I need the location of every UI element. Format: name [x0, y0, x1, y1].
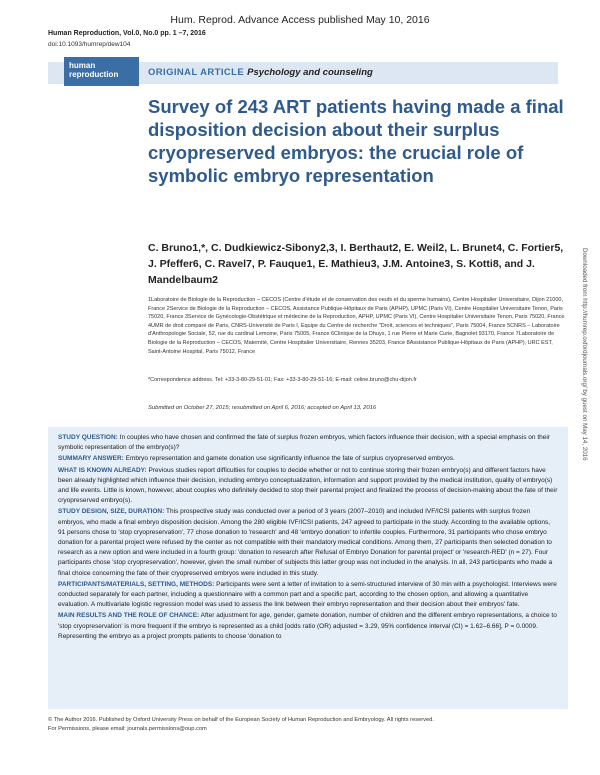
article-title: Survey of 243 ART patients having made a final disposition decision about their surplus cryopreserved embryos: the crucial role of symbolic embryo representation: [148, 96, 564, 186]
footer: [48, 716, 568, 733]
advance-access-banner: Hum. Reprod. Advance Access published May 10, 2016: [170, 14, 430, 26]
logo-line-2: reproduction: [69, 70, 119, 79]
doi: doi:10.1093/humrep/dew104: [48, 41, 131, 48]
article-subject: Psychology and counseling: [247, 67, 373, 78]
abstract-text: In couples who have chosen and confirmed the fate of surplus frozen embryos, which factors influence their decision, with a special emphasis on their symbolic representation of the embryo(s)?: [58, 434, 550, 452]
abstract-heading: WHAT IS KNOWN ALREADY:: [58, 466, 147, 474]
article-type-label: ORIGINAL ARTICLE: [148, 67, 245, 78]
abstract-text: Previous studies report difficulties for couples to decide whether or not to continue storing their frozen embryo(s) and different factors have been already highlighted which influence their decision, including embryo conceptualization, information and support provided by the medical institution, quality of embryo(s) and life events. Little is known, however, about couples who definitely decided to stop their parental project and finalized the process of decision-making about the fate of their cryopreserved embryo(s).: [58, 466, 558, 505]
journal-logo: [64, 57, 139, 86]
abstract-paragraph: [58, 611, 558, 642]
abstract-paragraph: [58, 466, 558, 507]
abstract-heading: STUDY QUESTION:: [58, 434, 118, 441]
abstract-heading: MAIN RESULTS AND THE ROLE OF CHANCE:: [58, 612, 200, 620]
abstract-paragraph: [58, 507, 558, 578]
download-watermark: Downloaded from http://humrep.oxfordjournals.org/ by guest on May 14, 2016: [581, 248, 588, 461]
abstract-paragraph: [58, 454, 558, 464]
abstract-text: After adjustment for age, gender, gamete donation, number of children and the different embryo representations, a choice to 'stop cryopreservation' is more frequent if the embryo is represented as a child [odds ratio (OR) adjusted = 3.29, 95% confidence interval (CI) = 1.62–6.66], P = 0.0009. Representing the embryo as a project prompts patients to choose 'donation to: [58, 612, 557, 640]
abstract-heading: SUMMARY ANSWER:: [58, 455, 124, 463]
journal-citation: Human Reproduction, Vol.0, No.0 pp. 1 –7, 2016: [48, 30, 206, 37]
affiliations: 1Laboratoire de Biologie de la Reproduction – CECOS (Centre d'étude et de conservation des oeufs et du sperme humains), Centre Hospitalier Universitaire, Dijon 21000, France 2Service de Biologie de la Reproduction – CECOS, Assistance Publique-Hôpitaux de Paris (APHP), UPMC (Paris VI), Centre Hospitalier Universitaire Tenon, Paris 75020, France 3Service de Gynécologie-Obstétrique et médecine de la Reproduction, APHP, UPMC (Paris VI), Centre Hospitalier Universitaire Tenon, Paris 75020, France 4UMR de droit comparé de Paris, CNRS-Université de Paris I, Equipe du Centre de recherche "Droit, sciences et techniques", Paris 75004, France 5CNRS – Laboratoire d'Anthropologie Sociale, 52, rue du cardinal Lemoine, Paris 75005, France 6Clinique de la Dhuys, 1 rue Pierre et Marie Curie, Bagnolet 93170, France 7Laboratoire de Biologie de la Reproduction – CECOS, Maternité, Centre Hospitalier Universitaire, Rennes 35203, France 8Assistance Publique-Hôpitaux de Paris (APHP), URC EST, Saint-Antoine Hospital, Paris 75012, France: [148, 297, 565, 355]
permissions-notice: For Permissions, please email: journals.permissions@oup.com: [48, 725, 207, 732]
abstract-heading: STUDY DESIGN, SIZE, DURATION:: [58, 508, 165, 516]
author-list: C. Bruno1,*, C. Dudkiewicz-Sibony2,3, I. Berthaut2, E. Weil2, L. Brunet4, C. Fortier5, J. Pfeffer6, C. Ravel7, P. Fauque1, E. Mathieu3, J.M. Antoine3, S. Kotti8, and J. Mandelbaum2: [148, 242, 564, 286]
abstract-text: This prospective study was conducted over a period of 3 years (2007–2010) and included IVF/ICSI patients with surplus frozen embryos, who made a final embryo disposition decision. Among the 280 eligible IVF/ICSI patients, 247 agreed to participate in the study. According to the available options, 91 persons chose to 'stop cryopreservation', 77 chose donation to 'research' and 48 'embryo donation' to infertile couples. Furthermore, 31 participants who chose embryo donation for a parental project were refused by the center as not compatible with their mandatory medical conditions. Among them, 27 participants then selected donation to research as a new option and were included in a fourth group: 'donation to research after Refusal of Embryo Donation for parental project' or 'research-RED' (n = 27). Four participants chose 'stop cryopreservation', however, given the small number of subjects this latter group was not included in the analysis. In all, 243 participants who made a final choice concerning the fate of their cryopreserved embryos were included in this study.: [58, 508, 553, 577]
copyright-notice: © The Author 2016. Published by Oxford University Press on behalf of the European Society of Human Reproduction and Embryology. All rights reserved.: [48, 717, 434, 723]
abstract-text: Embryo representation and gamete donation use significantly influence the fate of surplus cryopreserved embryos.: [125, 455, 455, 463]
correspondence: *Correspondence address. Tel: +33-3-80-29-51-01; Fax: +33-3-80-29-51-16; E-mail: celine.bruno@chu-dijon.fr: [148, 377, 417, 383]
logo-line-1: human: [69, 61, 96, 70]
submission-dates: Submitted on October 27, 2015; resubmitted on April 6, 2016; accepted on April 13, 2016: [148, 405, 377, 411]
abstract-text: Participants were sent a letter of invitation to a semi-structured interview of 30 min with a psychologist. Interviews were conducted separately for each partner, including a questionnaire with a common part and a specific part, according to the chosen option, and allowing a quantitative evaluation. A multivariate logistic regression model was used to assess the link between their embryo representation and their decision about their embryos' fate.: [58, 580, 557, 609]
abstract-paragraph: [58, 580, 558, 611]
article-type: [148, 67, 373, 78]
abstract-paragraph: [58, 433, 558, 453]
abstract-heading: PARTICIPANTS/MATERIALS, SETTING, METHODS:: [58, 580, 215, 588]
abstract-box: [48, 427, 568, 709]
